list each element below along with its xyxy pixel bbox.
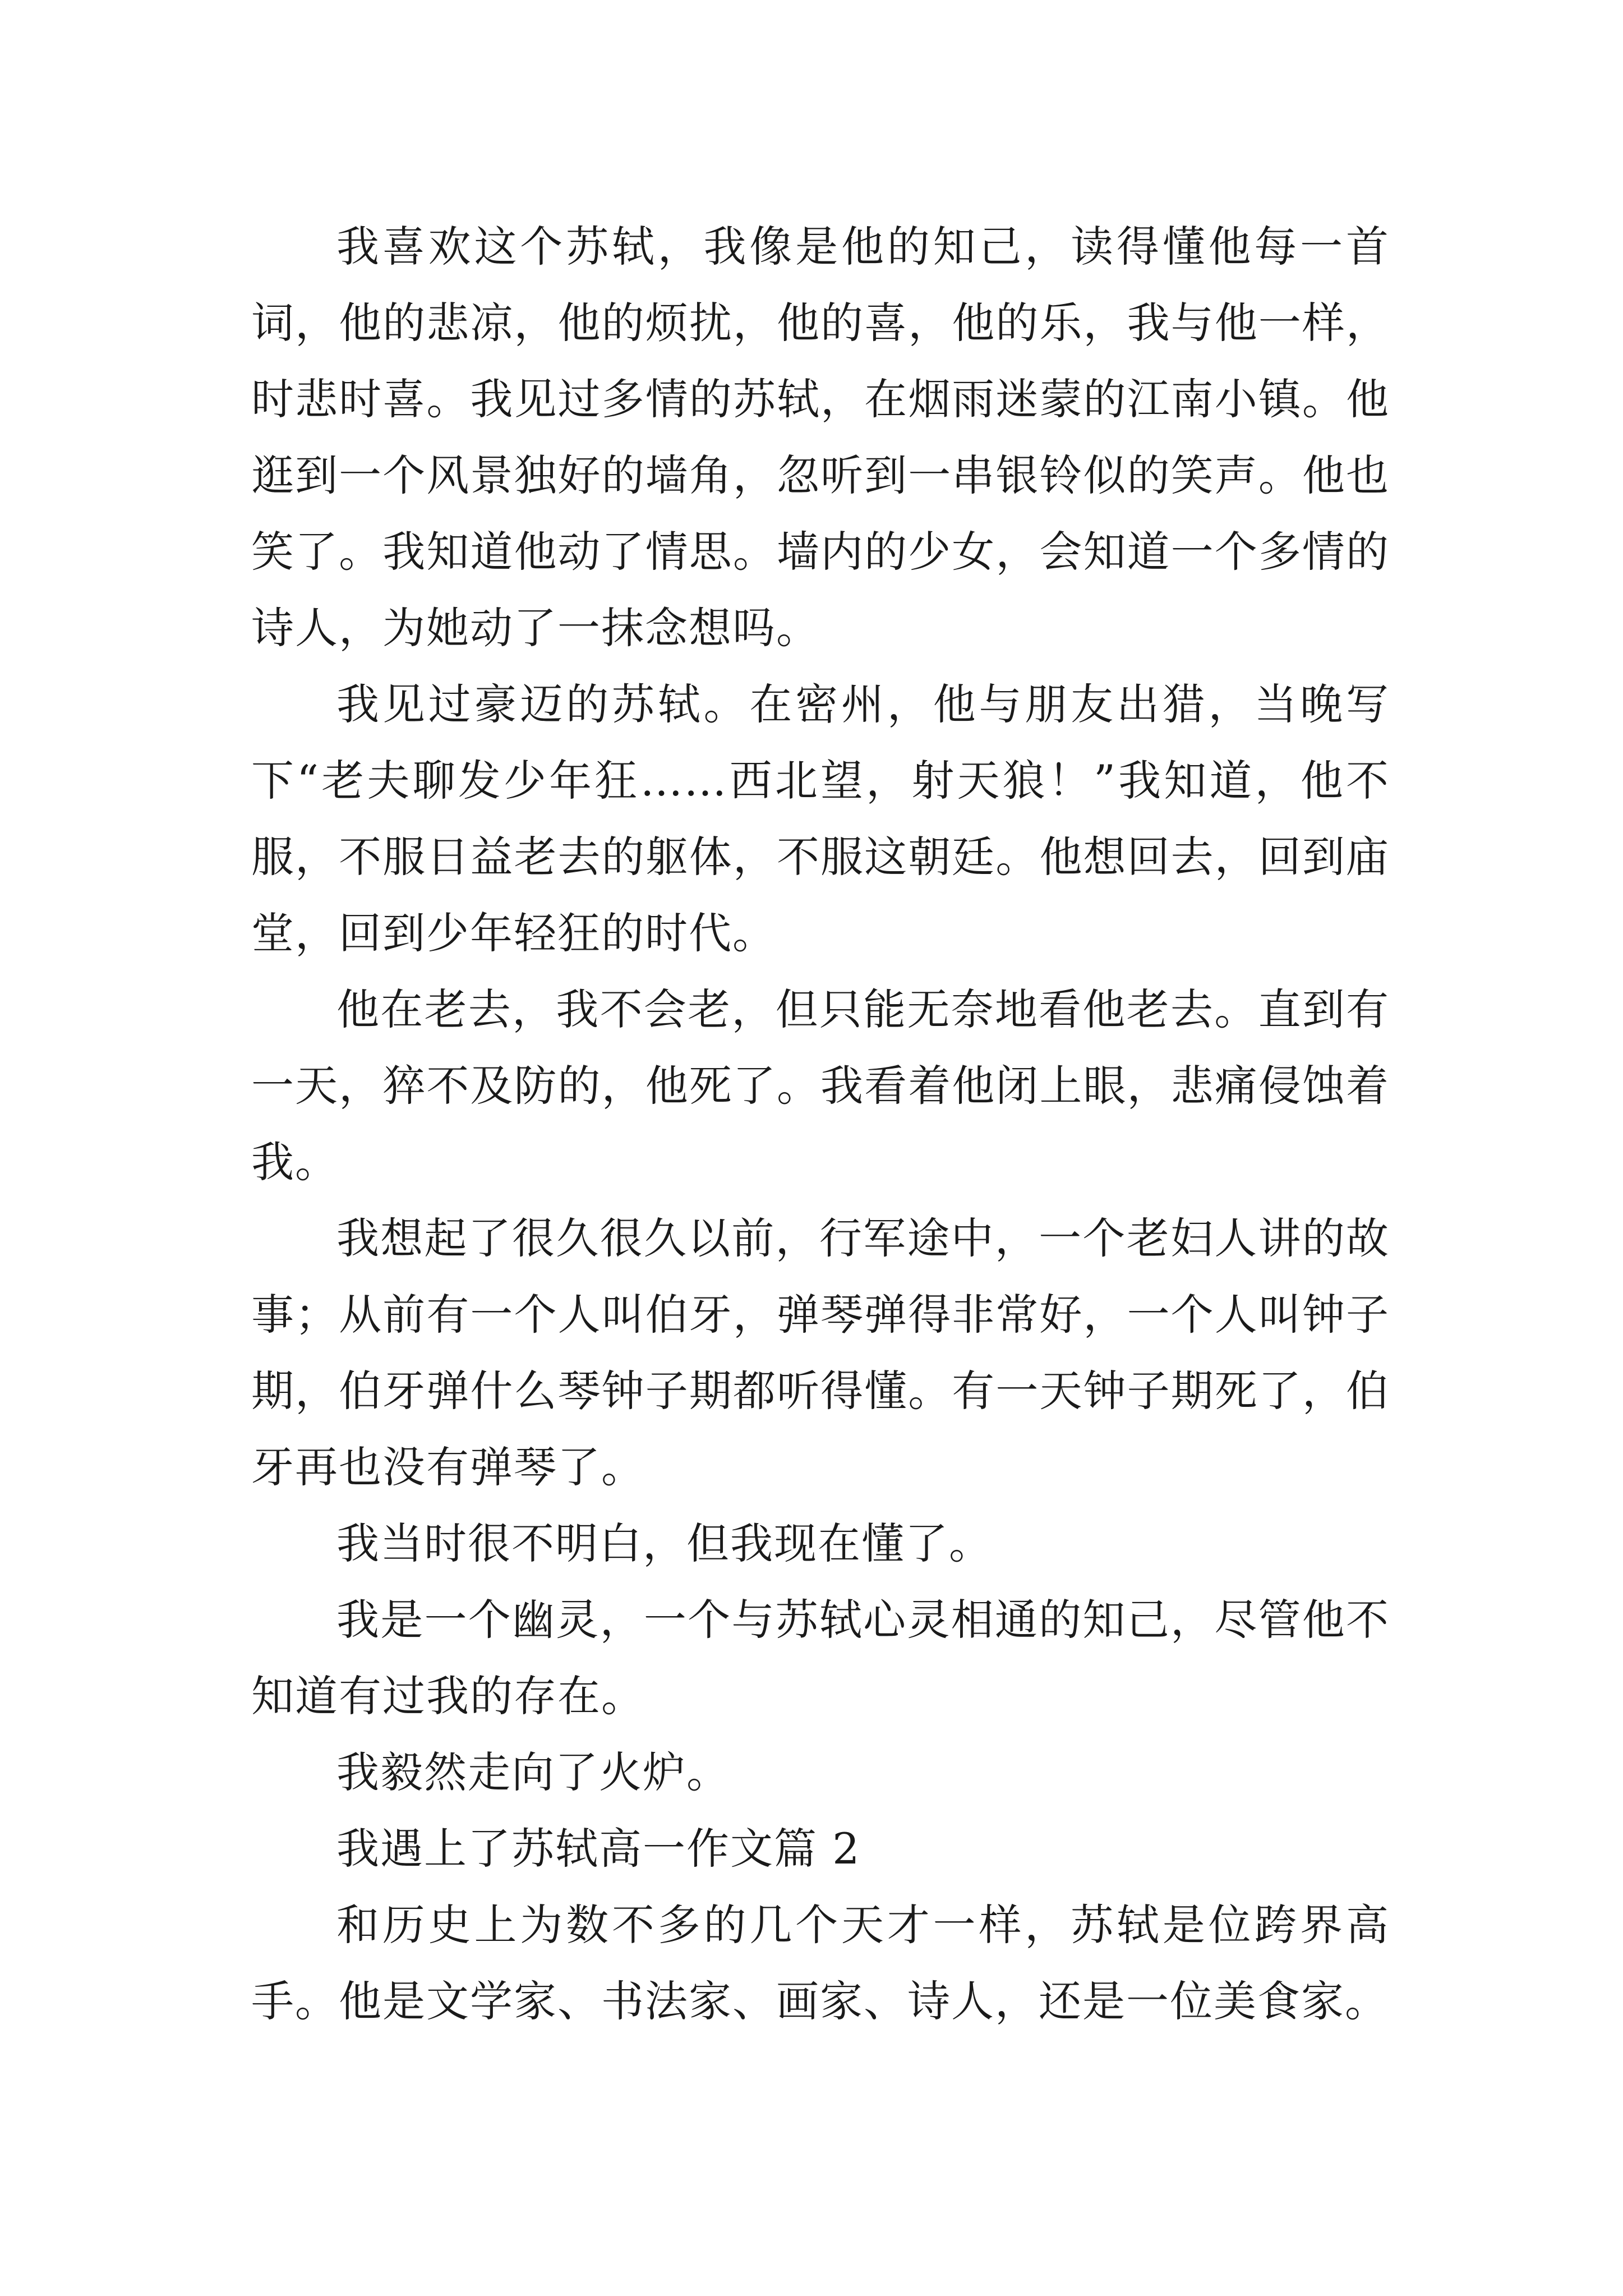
paragraph: 和历史上为数不多的几个天才一样，苏轼是位跨界高手。他是文学家、书法家、画家、诗人，还是一位美食家。 <box>251 1900 1390 2026</box>
paragraph: 我喜欢这个苏轼，我像是他的知己，读得懂他每一首词，他的悲凉，他的烦扰，他的喜，他的乐，我与他一样，时悲时喜。我见过多情的苏轼，在烟雨迷蒙的江南小镇。他逛到一个风景独好的墙角，忽听到一串银铃似的笑声。他也笑了。我知道他动了情思。墙内的少女，会知道一个多情的诗人，为她动了一抹念想吗。 <box>251 222 1390 653</box>
paragraph: 我见过豪迈的苏轼。在密州，他与朋友出猎，当晚写下“老夫聊发少年狂……西北望，射天狼！”我知道，他不服，不服日益老去的躯体，不服这朝廷。他想回去，回到庙堂，回到少年轻狂的时代。 <box>251 679 1390 958</box>
section-heading: 我遇上了苏轼高一作文篇 2 <box>336 1824 861 1874</box>
paragraph: 我毅然走向了火炉。 <box>336 1747 730 1797</box>
paragraph: 他在老去，我不会老，但只能无奈地看他老去。直到有一天，猝不及防的，他死了。我看着他闭上眼，悲痛侵蚀着我。 <box>251 984 1390 1187</box>
paragraph: 我当时很不明白，但我现在懂了。 <box>336 1519 993 1568</box>
paragraph: 我是一个幽灵，一个与苏轼心灵相通的知己，尽管他不知道有过我的存在。 <box>251 1595 1390 1721</box>
paragraph: 我想起了很久很久以前，行军途中，一个老妇人讲的故事；从前有一个人叫伯牙，弹琴弹得非常好，一个人叫钟子期，伯牙弹什么琴钟子期都听得懂。有一天钟子期死了，伯牙再也没有弹琴了。 <box>251 1213 1390 1492</box>
document-body <box>251 209 1390 2040</box>
